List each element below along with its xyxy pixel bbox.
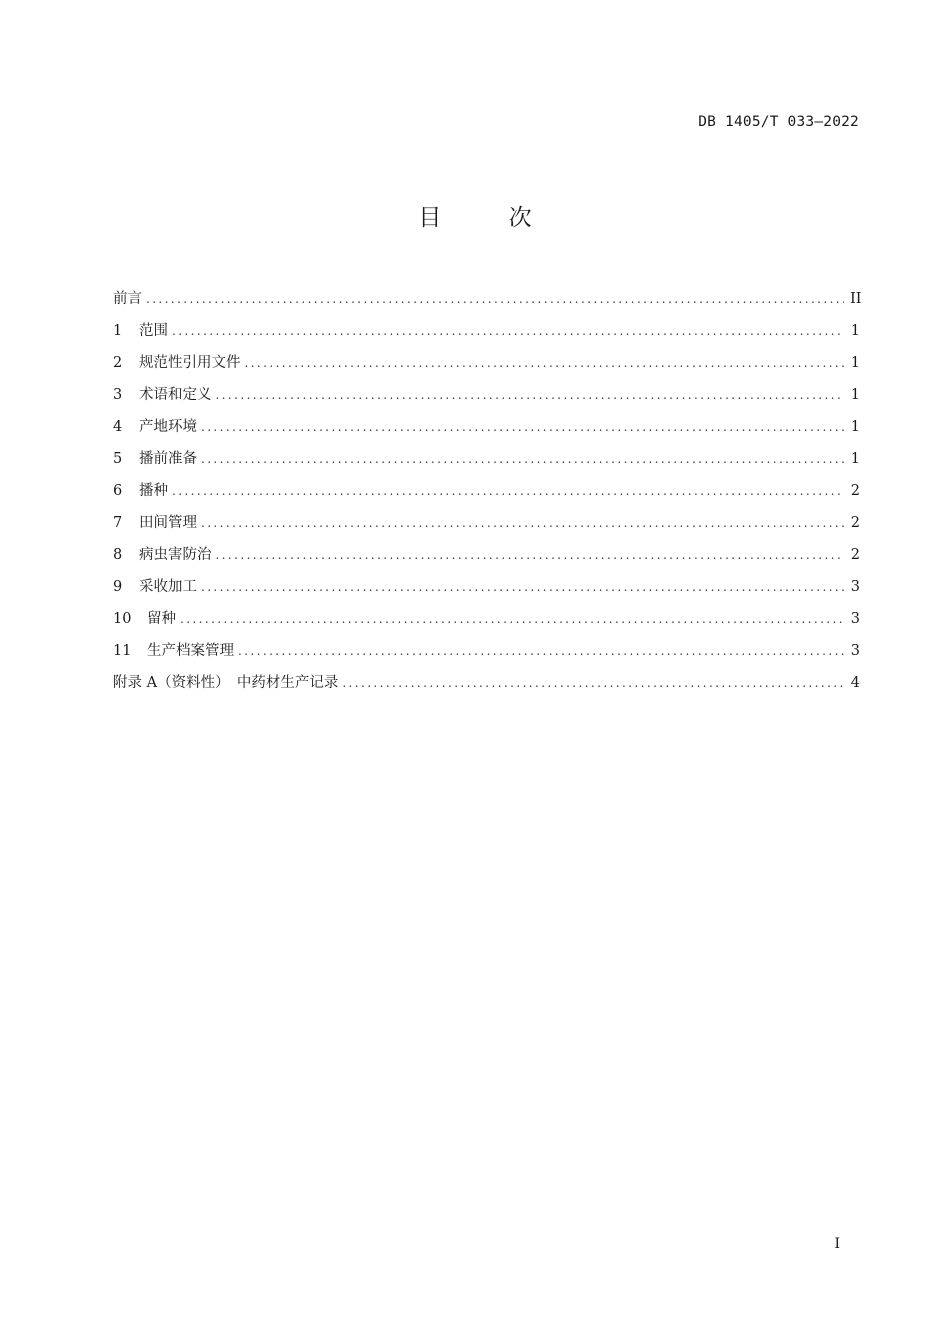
toc-entry-page: 1 [850, 323, 860, 339]
toc-entry-number: 7 [113, 515, 123, 531]
toc-entry-label: 留种 [147, 611, 176, 627]
toc-entry-7[interactable] [113, 507, 860, 539]
toc-entry-number: 2 [113, 355, 123, 371]
toc-entry-3[interactable] [113, 379, 860, 411]
toc-entry-number: 9 [113, 579, 123, 595]
toc-leader-dots [216, 539, 845, 571]
toc-entry-appendix-a[interactable] [113, 667, 860, 699]
toc-leader-dots [146, 283, 844, 315]
toc-entry-page: 2 [850, 483, 860, 499]
toc-entry-6[interactable] [113, 475, 860, 507]
page-title [0, 200, 950, 236]
toc-entry-label: 规范性引用文件 [139, 355, 241, 371]
toc-entry-11[interactable] [113, 635, 860, 667]
toc-entry-number: 4 [113, 419, 123, 435]
toc-leader-dots [342, 667, 844, 699]
toc-entry-page: 2 [850, 547, 860, 563]
toc-leader-dots [180, 603, 844, 635]
footer-page-number: I [834, 1236, 840, 1252]
toc-entry-foreword[interactable] [113, 283, 860, 315]
toc-entry-label: 生产档案管理 [147, 643, 234, 659]
toc-entry-label: 播种 [139, 483, 168, 499]
page-title-part-2: 次 [508, 205, 532, 231]
toc-entry-label: 范围 [139, 323, 168, 339]
toc-leader-dots [172, 475, 844, 507]
toc-entry-label: 附录 A（资料性） 中药材生产记录 [113, 675, 339, 691]
toc-entry-label: 术语和定义 [139, 387, 212, 403]
toc-entry-10[interactable] [113, 603, 860, 635]
toc-leader-dots [201, 411, 844, 443]
toc-entry-label: 播前准备 [139, 451, 197, 467]
toc-leader-dots [172, 315, 844, 347]
toc-entry-5[interactable] [113, 443, 860, 475]
toc-entry-page: 1 [850, 419, 860, 435]
toc-entry-page: 3 [850, 643, 860, 659]
toc-entry-label: 采收加工 [139, 579, 197, 595]
toc-entry-page: II [850, 291, 862, 307]
toc-entry-page: 1 [850, 355, 860, 371]
toc-entry-number: 8 [113, 547, 123, 563]
toc-entry-label: 前言 [113, 291, 142, 307]
toc-entry-label: 产地环境 [139, 419, 197, 435]
toc-entry-number: 10 [113, 611, 132, 627]
toc-entry-page: 1 [850, 387, 860, 403]
toc-entry-number: 3 [113, 387, 123, 403]
toc-leader-dots [201, 443, 844, 475]
toc-entry-page: 4 [850, 675, 860, 691]
toc-leader-dots [238, 635, 844, 667]
toc-entry-number: 1 [113, 323, 123, 339]
table-of-contents [113, 283, 860, 699]
toc-entry-2[interactable] [113, 347, 860, 379]
toc-leader-dots [245, 347, 845, 379]
toc-entry-label: 田间管理 [139, 515, 197, 531]
toc-entry-1[interactable] [113, 315, 860, 347]
page-title-part-1: 目 [418, 205, 442, 231]
toc-entry-9[interactable] [113, 571, 860, 603]
toc-entry-page: 3 [850, 611, 860, 627]
toc-leader-dots [216, 379, 845, 411]
toc-entry-page: 3 [850, 579, 860, 595]
toc-entry-number: 11 [113, 643, 132, 659]
toc-entry-number: 6 [113, 483, 123, 499]
toc-leader-dots [201, 571, 844, 603]
toc-entry-4[interactable] [113, 411, 860, 443]
toc-entry-number: 5 [113, 451, 123, 467]
toc-entry-label: 病虫害防治 [139, 547, 212, 563]
toc-entry-page: 2 [850, 515, 860, 531]
toc-entry-page: 1 [850, 451, 860, 467]
toc-leader-dots [201, 507, 844, 539]
document-code: DB 1405/T 033—2022 [698, 114, 859, 130]
toc-entry-8[interactable] [113, 539, 860, 571]
